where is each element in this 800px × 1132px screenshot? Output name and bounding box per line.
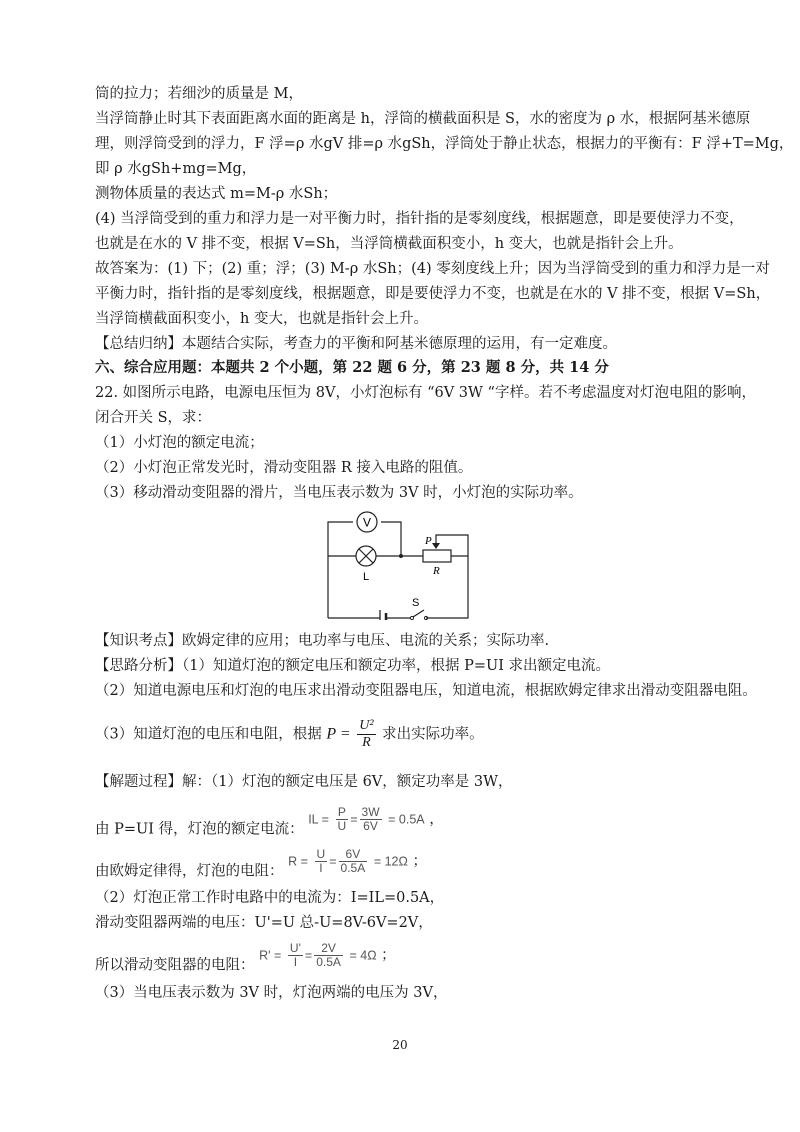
solution-line: 所以滑动变阻器的电阻： R' = $\frac{U'}{I}$ = $\frac{2V}{0.5A}$ = 4Ω ；: [95, 941, 396, 974]
text-line: 当浮筒横截面积变小，h 变大，也就是指针会上升。: [95, 311, 428, 327]
fraction: $\frac{2V}{0.5A}$: [316, 941, 341, 969]
slider-arrow-icon: [432, 543, 440, 549]
fraction: $\frac{6V}{0.5A}$: [340, 847, 366, 875]
text-line: 筒的拉力；若细沙的质量是 M，: [95, 86, 303, 102]
slider-label: P: [425, 535, 432, 547]
junction-dot: [399, 554, 403, 558]
analysis-line: （2）知道电源电压和灯泡的电压求出滑动变阻器电压，知道电流，根据欧姆定律求出滑动变阻器电阻。: [95, 683, 757, 699]
solution-line: 【解题过程】解：（1）灯泡的额定电压是 6V，额定功率是 3W，: [95, 774, 513, 790]
text-line: 故答案为：(1) 下；(2) 重；浮；(3) M-ρ 水Sh；(4) 零刻度线上升；因为当浮筒受到的重力和浮力是一对: [95, 261, 770, 277]
solution-text: 由欧姆定律得，灯泡的电阻：: [95, 863, 284, 880]
fraction: $\frac{U'}{I}$: [289, 941, 301, 969]
rheostat-icon: [423, 550, 451, 562]
question-text: 闭合开关 S，求：: [95, 410, 212, 426]
text-line: 理，则浮筒受到的浮力，F 浮=ρ 水gV 排=ρ 水gSh，浮筒处于静止状态，根据力的平衡有：F 浮+T=Mg，: [95, 136, 794, 152]
rheostat-formula-lhs: R' =: [259, 948, 282, 963]
solution-line: 由欧姆定律得，灯泡的电阻： R = $\frac{U}{I}$ = $\frac{6V}{0.5A}$ = 12Ω ；: [95, 847, 427, 880]
analysis-text: （3）知道灯泡的电压和电阻，根据: [95, 726, 322, 743]
text-line: 测物体质量的表达式 m=M-ρ 水Sh；: [95, 186, 338, 202]
question-item: （2）小灯泡正常发光时，滑动变阻器 R 接入电路的阻值。: [95, 460, 473, 476]
analysis-text: 求出实际功率。: [382, 726, 484, 743]
current-formula-lhs: IL =: [308, 812, 329, 827]
resistance-result: = 12Ω: [373, 854, 408, 869]
battery-icon: [380, 610, 386, 620]
fraction: $\frac{3W}{6V}$: [361, 805, 380, 833]
knowledge-points: 【知识考点】欧姆定律的应用；电功率与电压、电流的关系；实际功率.: [95, 633, 550, 649]
switch-icon: [410, 610, 427, 620]
resistance-formula-lhs: R =: [288, 854, 308, 869]
solution-line: 滑动变阻器两端的电压：U'=U 总-U=8V-6V=2V，: [95, 915, 433, 931]
switch-label: S: [412, 597, 420, 609]
solution-text: 由 P=UI 得，灯泡的额定电流：: [95, 821, 304, 838]
solution-text: 所以滑动变阻器的电阻：: [95, 957, 255, 974]
circuit-diagram: [318, 500, 478, 620]
lamp-icon: [356, 546, 376, 566]
lamp-label: L: [362, 571, 370, 583]
text-line: 平衡力时，指针指的是零刻度线，根据题意，即是要使浮力不变，也就是在水的 V 排不变，根据 V=Sh，: [95, 286, 771, 302]
analysis-line: 【思路分析】（1）知道灯泡的额定电压和额定功率，根据 P=UI 求出额定电流。: [95, 658, 611, 674]
summary-line: 【总结归纳】本题结合实际，考查力的平衡和阿基米德原理的运用，有一定难度。: [95, 336, 617, 352]
page-number: 20: [392, 1038, 408, 1052]
power-formula: $\frac{\text{U²}}{R}$: [359, 718, 374, 750]
voltmeter-label: V: [362, 515, 372, 530]
rheostat-result: = 4Ω: [349, 948, 377, 963]
text-line: 当浮筒静止时其下表面距离水面的距离是 h，浮筒的横截面积是 S，水的密度为 ρ 水，根据阿基米德原: [95, 111, 751, 127]
power-formula-lhs: P =: [326, 725, 351, 743]
rheostat-label: R: [433, 565, 440, 577]
question-item: （1）小灯泡的额定电流；: [95, 435, 264, 451]
solution-line: （2）灯泡正常工作时电路中的电流为：I=IL=0.5A，: [95, 890, 445, 906]
solution-line: 由 P=UI 得，灯泡的额定电流： IL = $\frac{P}{U}$ = $\frac{3W}{6V}$ = 0.5A ，: [95, 805, 444, 838]
question-text: 22. 如图所示电路，电源电压恒为 8V，小灯泡标有 “6V 3W “字样。若不考虑温度对灯泡电阻的影响，: [95, 385, 756, 401]
text-line: 也就是在水的 V 排不变，根据 V=Sh，当浮筒横截面积变小，h 变大，也就是指针会上升。: [95, 236, 683, 252]
section-heading: 六、综合应用题：本题共 2 个小题，第 22 题 6 分，第 23 题 8 分，共 14 分: [95, 359, 609, 376]
solution-line: （3）当电压表示数为 3V 时，灯泡两端的电压为 3V，: [95, 985, 448, 1001]
fraction: $\frac{U}{I}$: [316, 847, 326, 875]
text-line: 即 ρ 水gSh+mg=Mg，: [95, 161, 257, 177]
current-result: = 0.5A: [388, 812, 425, 827]
analysis-line: [95, 718, 484, 751]
fraction: $\frac{P}{U}$: [337, 805, 347, 833]
text-line: (4) 当浮筒受到的重力和浮力是一对平衡力时，指针指的是零刻度线，根据题意，即是要使浮力不变，: [95, 211, 744, 227]
question-item: （3）移动滑动变阻器的滑片，当电压表示数为 3V 时，小灯泡的实际功率。: [95, 485, 583, 501]
